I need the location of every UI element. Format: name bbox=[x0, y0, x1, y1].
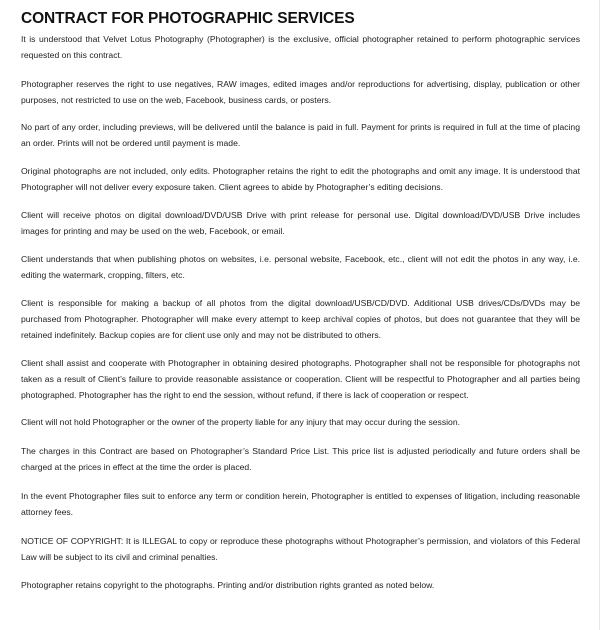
paragraph-cooperation: Client shall assist and cooperate with Photographer in obtaining desired photographs. Photographer shall not be responsible for photographs not taken as a result of Client’s failure to provide reasonable assistance or cooperation. Client will be respectful to Photographer and all parties being photographed. Photographer has the right to end the session, without refund, if there is lack of cooperation or respect. bbox=[21, 358, 580, 400]
paragraph-litigation: In the event Photographer files suit to enforce any term or condition herein, Photographer is entitled to expenses of litigation, including reasonable attorney fees. bbox=[21, 491, 580, 517]
contract-title: CONTRACT FOR PHOTOGRAPHIC SERVICES bbox=[21, 10, 355, 27]
paragraph-charges: The charges in this Contract are based on Photographer’s Standard Price List. This price list is adjusted periodically and future orders shall be charged at the prices in effect at the time the order is placed. bbox=[21, 446, 580, 472]
paragraph-liability: Client will not hold Photographer or the owner of the property liable for any injury that may occur during the session. bbox=[21, 417, 460, 427]
paragraph-copyright-notice: NOTICE OF COPYRIGHT: It is ILLEGAL to copy or reproduce these photographs without Photographer’s permission, and violators of this Federal Law will be subject to its civil and criminal penalties. bbox=[21, 536, 580, 562]
paragraph-exclusive-photographer: It is understood that Velvet Lotus Photography (Photographer) is the exclusive, official photographer retained to perform photographic services requested on this contract. bbox=[21, 34, 580, 60]
paragraph-editing: Original photographs are not included, only edits. Photographer retains the right to edit the photographs and omit any image. It is understood that Photographer will not deliver every exposure taken. Client agrees to abide by Photographer’s editing decisions. bbox=[21, 166, 580, 192]
paragraph-usage-rights: Photographer reserves the right to use negatives, RAW images, edited images and/or reproductions for advertising, display, publication or other purposes, not restricted to use on the web, Facebook, business cards, or posters. bbox=[21, 79, 580, 105]
paragraph-payment: No part of any order, including previews, will be delivered until the balance is paid in full. Payment for prints is required in full at the time of placing an order. Prints will not be ordered until payment is made. bbox=[21, 122, 580, 148]
paragraph-delivery: Client will receive photos on digital download/DVD/USB Drive with print release for personal use. Digital download/DVD/USB Drive includes images for printing and may be used on the web, Facebook, or email. bbox=[21, 210, 580, 236]
paragraph-publishing: Client understands that when publishing photos on websites, i.e. personal website, Facebook, etc., client will not edit the photos in any way, i.e. editing the watermark, cropping, filters, etc. bbox=[21, 254, 580, 280]
paragraph-copyright-retained: Photographer retains copyright to the photographs. Printing and/or distribution rights granted as noted below. bbox=[21, 580, 435, 590]
paragraph-backup: Client is responsible for making a backup of all photos from the digital download/USB/CD/DVD. Additional USB drives/CDs/DVDs may be purchased from Photographer. Photographer will make every attempt to keep archival copies of photos, but does not guarantee that they will be retained indefinitely. Backup copies are for client use only and may not be distributed to others. bbox=[21, 298, 580, 340]
